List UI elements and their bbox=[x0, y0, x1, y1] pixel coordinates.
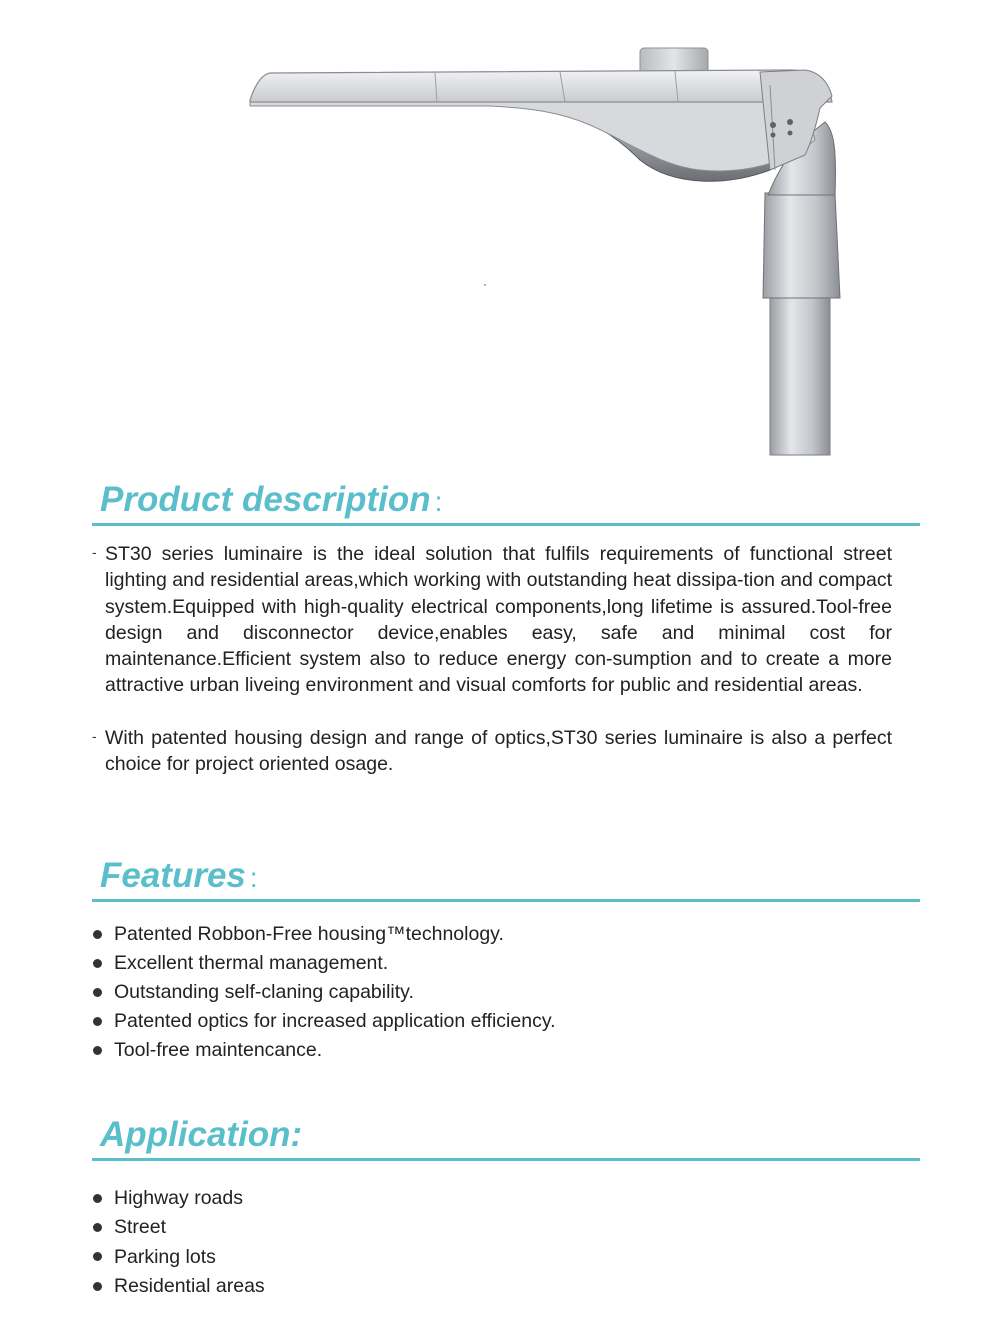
bullet-dot-icon bbox=[93, 959, 102, 968]
heading-colon: : bbox=[249, 862, 258, 893]
list-item bbox=[92, 1213, 265, 1242]
list-item bbox=[92, 920, 556, 949]
product-description-body bbox=[92, 541, 892, 777]
description-text-1: ST30 series luminaire is the ideal solution that fulfils requirements of functional street lighting and residential areas,which working with outstanding heat dissipa-tion and compact system.Equipped with high-quality electrical components,long lifetime is assured.Tool-free design and disconnector device,enables easy, safe and minimal cost for maintenance.Efficient system also to reduce energy con-sumption and to create a more attractive urban liveing environment and visual comforts for public and residential areas. bbox=[105, 543, 892, 697]
features-heading bbox=[100, 858, 258, 893]
bullet-dot-icon bbox=[93, 1194, 102, 1203]
list-item bbox=[92, 1036, 556, 1065]
list-item bbox=[92, 1184, 265, 1213]
dash-marker: - bbox=[92, 727, 97, 744]
description-paragraph bbox=[92, 541, 892, 699]
feature-text: Outstanding self-claning capability. bbox=[114, 981, 414, 1003]
list-item bbox=[92, 1243, 265, 1272]
application-list bbox=[92, 1184, 265, 1301]
product-description-title: Product description bbox=[100, 480, 431, 519]
bullet-dot-icon bbox=[93, 930, 102, 939]
heading-colon: : bbox=[434, 486, 443, 517]
list-item bbox=[92, 978, 556, 1007]
product-image bbox=[230, 30, 860, 460]
application-title: Application: bbox=[100, 1115, 303, 1154]
bullet-dot-icon bbox=[93, 988, 102, 997]
dash-marker: - bbox=[92, 544, 97, 560]
bullet-dot-icon bbox=[93, 1223, 102, 1232]
feature-text: Patented Robbon-Free housing™technology. bbox=[114, 923, 504, 945]
bullet-dot-icon bbox=[93, 1046, 102, 1055]
description-paragraph bbox=[92, 725, 892, 778]
application-text: Highway roads bbox=[114, 1187, 243, 1209]
application-heading bbox=[100, 1117, 302, 1152]
section-divider bbox=[92, 523, 920, 526]
features-list bbox=[92, 920, 556, 1065]
list-item bbox=[92, 1272, 265, 1301]
description-text-2: With patented housing design and range of optics,ST30 series luminaire is also a perfect choice for project oriented osage. bbox=[105, 726, 892, 776]
application-text: Parking lots bbox=[114, 1245, 216, 1268]
application-text: Residential areas bbox=[114, 1274, 265, 1297]
bullet-dot-icon bbox=[93, 1252, 102, 1261]
bullet-dot-icon bbox=[93, 1017, 102, 1026]
features-title: Features bbox=[100, 856, 246, 895]
product-description-heading bbox=[100, 482, 442, 517]
street-light-icon bbox=[230, 30, 860, 460]
list-item bbox=[92, 949, 556, 978]
feature-text: Patented optics for increased application efficiency. bbox=[114, 1010, 556, 1032]
feature-text: Excellent thermal management. bbox=[114, 952, 389, 974]
bullet-dot-icon bbox=[93, 1282, 102, 1291]
section-divider bbox=[92, 1158, 920, 1161]
list-item bbox=[92, 1007, 556, 1036]
application-text: Street bbox=[114, 1216, 167, 1239]
feature-text: Tool-free maintencance. bbox=[114, 1039, 323, 1061]
section-divider bbox=[92, 899, 920, 902]
